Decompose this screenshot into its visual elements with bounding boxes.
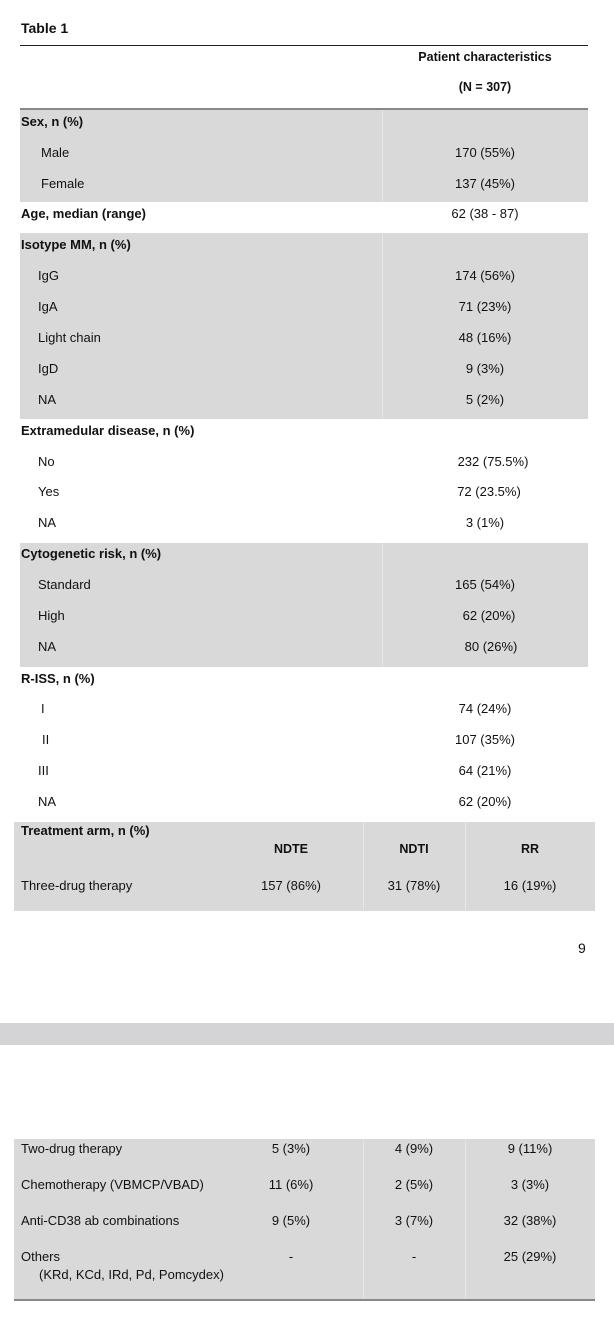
row-label: Standard	[38, 577, 91, 592]
table-row	[20, 355, 588, 386]
row-value: 137 (45%)	[455, 176, 515, 191]
row-value: 71 (23%)	[458, 299, 512, 314]
row-value: 107 (35%)	[455, 732, 515, 747]
row-label: III	[38, 763, 49, 778]
row-value: 232 (75.5%)	[457, 454, 529, 469]
table-row	[20, 633, 588, 664]
row-value: 170 (55%)	[455, 145, 515, 160]
table-row	[20, 602, 588, 633]
cell-ndte: 11 (6%)	[268, 1177, 314, 1192]
section-row-sex	[20, 108, 588, 139]
row-value: 62 (20%)	[458, 794, 512, 809]
row-value: 64 (21%)	[458, 763, 512, 778]
table-row	[20, 757, 588, 788]
row-value: 72 (23.5%)	[457, 484, 521, 499]
table-row	[20, 293, 588, 324]
row-value: 9 (3%)	[465, 361, 505, 376]
row-label: Female	[41, 176, 85, 191]
table-row	[20, 170, 588, 201]
row-value: 74 (24%)	[458, 701, 512, 716]
cell-ndti: 2 (5%)	[394, 1177, 434, 1192]
row-value: 174 (56%)	[455, 268, 515, 283]
page-number: 9	[578, 940, 586, 956]
row-label: Male	[41, 145, 70, 160]
cell-ndte: 9 (5%)	[271, 1213, 311, 1228]
cell-ndte: 157 (86%)	[261, 878, 321, 893]
section-label: Cytogenetic risk, n (%)	[21, 546, 162, 561]
row-label: IgG	[38, 268, 59, 283]
page-separator	[0, 1023, 614, 1045]
column-header-ndte: NDTE	[273, 842, 309, 856]
table-row	[20, 386, 588, 417]
cell-ndti: -	[411, 1249, 417, 1264]
section-label: Extramedular disease, n (%)	[21, 423, 195, 438]
row-value: 62 (38 - 87)	[451, 206, 519, 221]
cell-rr: 32 (38%)	[503, 1213, 557, 1228]
table-row	[20, 571, 588, 602]
table-row	[20, 726, 588, 757]
section-row-riss	[20, 665, 588, 696]
row-label: Chemotherapy (VBMCP/VBAD)	[21, 1177, 204, 1192]
section-label: Treatment arm, n (%)	[21, 823, 150, 838]
section-label: Isotype MM, n (%)	[21, 237, 131, 252]
row-value: 48 (16%)	[458, 330, 512, 345]
row-label: NA	[38, 392, 57, 407]
row-value: 165 (54%)	[455, 577, 515, 592]
row-label: Two-drug therapy	[21, 1141, 123, 1156]
row-value: 80 (26%)	[464, 639, 518, 654]
row-sublabel: (KRd, KCd, IRd, Pd, Pomcydex)	[39, 1267, 224, 1282]
row-label: NA	[38, 794, 57, 809]
section-row-extramedular	[20, 417, 588, 448]
row-label: Anti-CD38 ab combinations	[21, 1213, 180, 1228]
section-row-isotype	[20, 231, 588, 262]
row-value: 5 (2%)	[465, 392, 505, 407]
section-label: Age, median (range)	[21, 206, 146, 221]
row-label: No	[38, 454, 55, 469]
row-label: I	[41, 701, 45, 716]
cell-ndti: 31 (78%)	[387, 878, 441, 893]
row-label: Others	[21, 1249, 61, 1264]
table-row	[20, 478, 588, 509]
table-row	[20, 324, 588, 355]
column-header-ndti: NDTI	[399, 842, 429, 856]
row-label: Light chain	[38, 330, 101, 345]
row-label: NA	[38, 515, 57, 530]
row-label: IgD	[38, 361, 59, 376]
cell-ndte: -	[288, 1249, 294, 1264]
row-label: Yes	[38, 484, 60, 499]
row-label: II	[42, 732, 50, 747]
row-label: Three-drug therapy	[21, 878, 133, 893]
section-label: R-ISS, n (%)	[21, 671, 95, 686]
cell-rr: 25 (29%)	[503, 1249, 557, 1264]
section-row-cytogenetic	[20, 540, 588, 571]
cell-rr: 16 (19%)	[503, 878, 557, 893]
row-label: NA	[38, 639, 57, 654]
treatment-arm-block-continued	[14, 1139, 595, 1299]
column-header-rr: RR	[520, 842, 540, 856]
table-row	[20, 695, 588, 726]
cell-rr: 9 (11%)	[507, 1141, 553, 1156]
section-row-age	[20, 200, 588, 231]
table-row	[20, 788, 588, 819]
table-row	[20, 509, 588, 540]
cell-ndti: 4 (9%)	[394, 1141, 434, 1156]
table-row	[20, 139, 588, 170]
column-header-patient-characteristics: Patient characteristics	[418, 50, 552, 64]
table-title: Table 1	[21, 20, 69, 36]
table-row	[20, 448, 588, 479]
table-row	[20, 262, 588, 293]
header-rule	[20, 45, 588, 46]
row-label: High	[38, 608, 65, 623]
column-header-n: (N = 307)	[458, 80, 512, 94]
treatment-arm-block	[14, 822, 595, 911]
table-bottom-rule	[14, 1299, 595, 1301]
row-value: 3 (1%)	[465, 515, 505, 530]
cell-rr: 3 (3%)	[510, 1177, 550, 1192]
cell-ndti: 3 (7%)	[394, 1213, 434, 1228]
section-label: Sex, n (%)	[21, 114, 84, 129]
cell-ndte: 5 (3%)	[271, 1141, 311, 1156]
row-label: IgA	[38, 299, 58, 314]
row-value: 62 (20%)	[462, 608, 516, 623]
